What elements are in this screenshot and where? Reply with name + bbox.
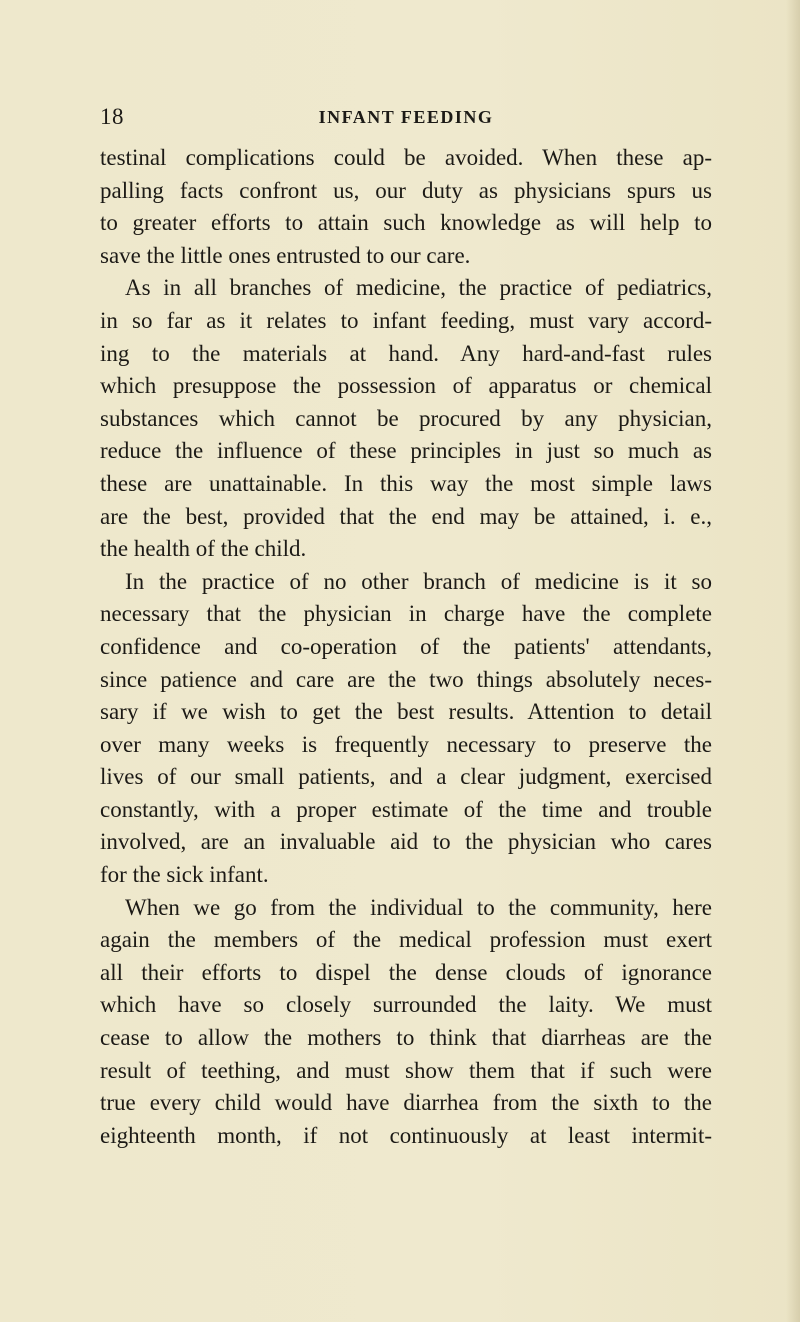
paragraph-1 — [100, 142, 712, 272]
body-text — [100, 142, 712, 1152]
text-line: these are unattainable. In this way the most simple laws — [100, 470, 712, 496]
paragraph-4 — [100, 892, 712, 1153]
text-line: reduce the influence of these principles in just so much as — [100, 438, 712, 464]
text-line: lives of our small patients, and a clear judgment, exercised — [100, 764, 712, 790]
text-line: substances which cannot be procured by any physician, — [100, 405, 712, 431]
text-line: since patience and care are the two things absolutely neces- — [100, 666, 712, 692]
text-line: true every child would have diarrhea from the sixth to the — [100, 1090, 712, 1116]
text-line: ing to the materials at hand. Any hard-and-fast rules — [100, 340, 712, 366]
text-line: which presuppose the possession of apparatus or chemical — [100, 373, 712, 399]
text-line: confidence and co-operation of the patients' attendants, — [100, 633, 712, 659]
text-line: constantly, with a proper estimate of the time and trouble — [100, 796, 712, 822]
running-title: INFANT FEEDING — [318, 107, 494, 127]
text-line: sary if we wish to get the best results. Attention to detail — [100, 699, 712, 725]
text-line: are the best, provided that the end may be attained, i. e., — [100, 503, 712, 529]
text-line: the health of the child. — [100, 536, 307, 562]
text-line: As in all branches of medicine, the practice of pediatrics, — [125, 275, 712, 301]
text-line: to greater efforts to attain such knowledge as will help to — [100, 210, 712, 236]
text-line: In the practice of no other branch of medicine is it so — [125, 568, 712, 594]
text-line: involved, are an invaluable aid to the physician who cares — [100, 829, 712, 855]
text-line: result of teething, and must show them that if such were — [100, 1057, 712, 1083]
paragraph-3 — [100, 566, 712, 892]
text-line: save the little ones entrusted to our care. — [100, 242, 471, 268]
text-line: palling facts confront us, our duty as physicians spurs us — [100, 177, 712, 203]
page-edge-shadow — [786, 0, 800, 1322]
text-line: all their efforts to dispel the dense clouds of ignorance — [100, 959, 712, 985]
paragraph-2 — [100, 272, 712, 565]
text-line: again the members of the medical profession must exert — [100, 927, 712, 953]
text-line: over many weeks is frequently necessary to preserve the — [100, 731, 712, 757]
text-line: which have so closely surrounded the laity. We must — [100, 992, 712, 1018]
text-line: necessary that the physician in charge have the complete — [100, 601, 712, 627]
page-number: 18 — [100, 104, 124, 129]
text-line: eighteenth month, if not continuously at least intermit- — [100, 1122, 712, 1148]
text-line: When we go from the individual to the community, here — [125, 894, 712, 920]
text-line: in so far as it relates to infant feeding, must vary accord- — [100, 307, 712, 333]
text-line: for the sick infant. — [100, 862, 269, 888]
page-header — [100, 102, 712, 132]
text-line: testinal complications could be avoided. When these ap- — [100, 145, 712, 170]
text-line: cease to allow the mothers to think that diarrheas are the — [100, 1025, 712, 1051]
